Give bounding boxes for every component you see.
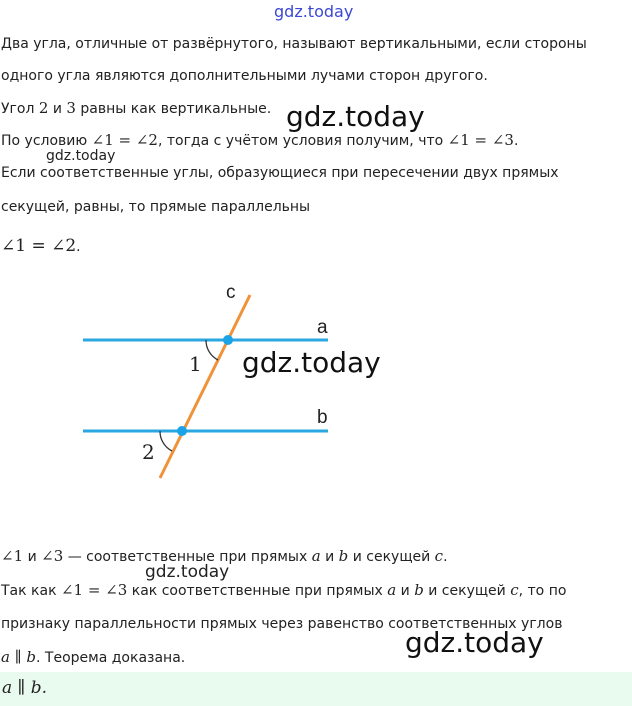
watermark-top: gdz.today bbox=[274, 2, 354, 21]
label-angle-2: 2 bbox=[142, 440, 155, 464]
math-a-parallel-b: a ∥ b bbox=[1, 648, 37, 666]
label-b: b bbox=[317, 407, 328, 428]
math-angle-eq-2: ∠1 = ∠3 bbox=[447, 131, 514, 149]
label-a: a bbox=[317, 317, 328, 338]
text-line-10: признаку параллельности прямых через равенство соответственных углов bbox=[1, 616, 563, 632]
math-2: 2 bbox=[38, 99, 49, 117]
math-angle-eq-4: ∠1 = ∠3 bbox=[60, 581, 128, 599]
intersection-point-b bbox=[177, 426, 187, 436]
text-line-8-d: и bbox=[320, 549, 339, 565]
text-line-9-e: , то по bbox=[518, 583, 567, 599]
label-c: c bbox=[226, 282, 236, 303]
text-line-3-b: и bbox=[48, 101, 67, 117]
math-a-2: a bbox=[387, 581, 397, 599]
text-line-4-a: По условию bbox=[1, 133, 92, 149]
angle-2-arc bbox=[160, 431, 172, 451]
math-angle-3: ∠3 bbox=[41, 547, 64, 565]
answer-text: a ∥ b. bbox=[2, 678, 48, 698]
text-line-9-d: и секущей bbox=[423, 583, 511, 599]
text-line-8-e: и секущей bbox=[348, 549, 435, 565]
text-line-8-c: — соответственные при прямых bbox=[63, 549, 312, 565]
text-line-9-c: и bbox=[396, 583, 415, 599]
watermark-5: gdz.today bbox=[405, 626, 544, 659]
math-b-2: b bbox=[414, 581, 424, 599]
angle-1-arc bbox=[206, 340, 218, 360]
text-line-8-b: и bbox=[23, 549, 42, 565]
text-line-3-c: равны как вертикальные. bbox=[75, 101, 272, 117]
text-line-9-a: Так как bbox=[1, 583, 61, 599]
text-line-2: одного угла являются дополнительными лучами сторон другого. bbox=[1, 68, 488, 84]
text-line-4-c: . bbox=[513, 133, 519, 149]
text-line-7-c: . bbox=[76, 239, 81, 255]
text-line-6: секущей, равны, то прямые параллельны bbox=[1, 199, 311, 215]
math-a: a bbox=[311, 547, 321, 565]
text-line-11-c: . Теорема доказана. bbox=[36, 650, 186, 666]
watermark-2: gdz.today bbox=[46, 148, 116, 164]
label-angle-1: 1 bbox=[189, 352, 202, 376]
math-b: b bbox=[338, 547, 349, 565]
text-line-5: Если соответственные углы, образующиеся при пересечении двух прямых bbox=[1, 165, 559, 181]
math-angle-eq-3: ∠1 = ∠2 bbox=[1, 236, 77, 256]
text-line-11 bbox=[1, 647, 185, 668]
text-line-3-a: Угол bbox=[1, 101, 39, 117]
text-line-1: Два угла, отличные от развёрнутого, называют вертикальными, если стороны bbox=[1, 36, 587, 52]
math-3: 3 bbox=[66, 99, 76, 117]
math-c-2: c bbox=[510, 581, 519, 599]
watermark-3: gdz.today bbox=[242, 346, 381, 379]
watermark-1: gdz.today bbox=[286, 100, 425, 133]
math-angle-eq-1: ∠1 = ∠2 bbox=[91, 131, 158, 149]
secant-c bbox=[160, 295, 250, 478]
text-line-8-f: . bbox=[443, 549, 448, 565]
text-line-9-b: как соответственные при прямых bbox=[127, 583, 388, 599]
math-c: c bbox=[434, 547, 444, 565]
text-line-9 bbox=[1, 580, 566, 601]
answer-box bbox=[0, 672, 632, 706]
text-line-4-b: , тогда с учётом условия получим, что bbox=[157, 133, 448, 149]
watermark-4: gdz.today bbox=[145, 562, 230, 582]
intersection-point-a bbox=[223, 335, 233, 345]
math-angle-1: ∠1 bbox=[1, 547, 24, 565]
